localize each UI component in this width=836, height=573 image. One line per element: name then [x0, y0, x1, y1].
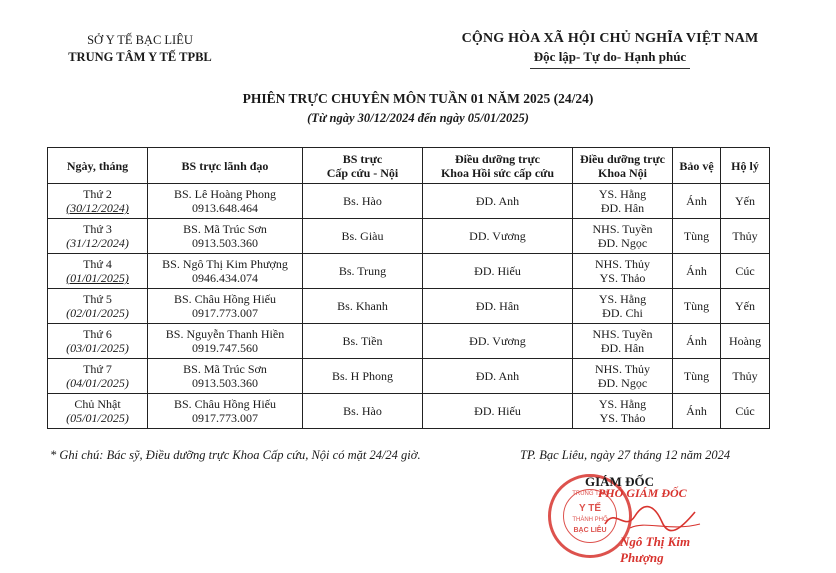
cell-leader: BS. Châu Hồng Hiếu 0917.773.007 [148, 394, 303, 429]
header-security: Bảo vệ [673, 148, 721, 184]
cell-er-doctor: Bs. H Phong [303, 359, 423, 394]
issuer-header [40, 32, 240, 66]
cell-er-doctor: Bs. Hào [303, 184, 423, 219]
duty-schedule-table [47, 147, 770, 429]
cell-leader: BS. Mã Trúc Sơn 0913.503.360 [148, 359, 303, 394]
cell-security: Ánh [673, 254, 721, 289]
cell-day: Thứ 7 (04/01/2025) [48, 359, 148, 394]
signer-name: Ngô Thị Kim Phượng [620, 534, 691, 565]
cell-day: Thứ 4 (01/01/2025) [48, 254, 148, 289]
cell-security: Ánh [673, 324, 721, 359]
national-header [440, 30, 780, 69]
table-row [48, 184, 770, 219]
stamp-text-2: Y TẾ [578, 503, 602, 514]
footnote: * Ghi chú: Bác sỹ, Điều dưỡng trực Khoa Cấp cứu, Nội có mặt 24/24 giờ. [50, 448, 421, 462]
cell-day: Thứ 3 (31/12/2024) [48, 219, 148, 254]
cell-internal-nurse: NHS. Thủy ĐD. Ngọc [573, 359, 673, 394]
issuer-department: SỞ Y TẾ BẠC LIÊU [87, 33, 193, 47]
cell-security: Ánh [673, 184, 721, 219]
stamp-text-3: THÀNH PHỐ [572, 517, 608, 523]
cell-icu-nurse: ĐD. Vương [423, 324, 573, 359]
table-header-row [48, 148, 770, 184]
cell-security: Tùng [673, 219, 721, 254]
cell-icu-nurse: ĐD. Hiếu [423, 394, 573, 429]
cell-caregiver: Thủy [721, 219, 770, 254]
cell-icu-nurse: DD. Vương [423, 219, 573, 254]
cell-day: Thứ 2 (30/12/2024) [48, 184, 148, 219]
header-leader: BS trực lãnh đạo [148, 148, 303, 184]
place-and-date: TP. Bạc Liêu, ngày 27 tháng 12 năm 2024 [520, 448, 731, 462]
cell-er-doctor: Bs. Trung [303, 254, 423, 289]
cell-security: Tùng [673, 289, 721, 324]
cell-er-doctor: Bs. Tiền [303, 324, 423, 359]
cell-er-doctor: Bs. Khanh [303, 289, 423, 324]
cell-internal-nurse: NHS. Tuyền ĐD. Hân [573, 324, 673, 359]
header-day: Ngày, tháng [48, 148, 148, 184]
cell-internal-nurse: NHS. Tuyền ĐD. Ngọc [573, 219, 673, 254]
header-internal-nurse: Điều dưỡng trực Khoa Nội [573, 148, 673, 184]
cell-caregiver: Cúc [721, 254, 770, 289]
cell-security: Ánh [673, 394, 721, 429]
cell-security: Tùng [673, 359, 721, 394]
cell-icu-nurse: ĐD. Anh [423, 184, 573, 219]
cell-er-doctor: Bs. Giàu [303, 219, 423, 254]
cell-leader: BS. Lê Hoàng Phong 0913.648.464 [148, 184, 303, 219]
cell-caregiver: Hoàng [721, 324, 770, 359]
cell-day: Chủ Nhật (05/01/2025) [48, 394, 148, 429]
cell-caregiver: Yến [721, 184, 770, 219]
issuer-center: TRUNG TÂM Y TẾ TPBL [68, 50, 212, 64]
signer-subtitle: PHÓ GIÁM ĐỐC [598, 486, 687, 500]
header-caregiver: Hộ lý [721, 148, 770, 184]
cell-leader: BS. Châu Hồng Hiếu 0917.773.007 [148, 289, 303, 324]
handwritten-signature-icon [600, 502, 710, 536]
stamp-text-4: BẠC LIÊU [573, 527, 607, 534]
document-title: PHIÊN TRỰC CHUYÊN MÔN TUẦN 01 NĂM 2025 (24/24) [242, 91, 594, 106]
cell-icu-nurse: ĐD. Hiếu [423, 254, 573, 289]
cell-leader: BS. Nguyễn Thanh Hiền 0919.747.560 [148, 324, 303, 359]
header-icu-nurse: Điều dưỡng trực Khoa Hồi sức cấp cứu [423, 148, 573, 184]
cell-caregiver: Yến [721, 289, 770, 324]
cell-day: Thứ 6 (03/01/2025) [48, 324, 148, 359]
cell-internal-nurse: NHS. Thủy YS. Thảo [573, 254, 673, 289]
cell-er-doctor: Bs. Hào [303, 394, 423, 429]
table-row [48, 359, 770, 394]
national-title: CỘNG HÒA XÃ HỘI CHỦ NGHĨA VIỆT NAM [461, 31, 759, 46]
table-row [48, 289, 770, 324]
stamp-text-1: TRUNG TÂM [572, 491, 608, 497]
table-row [48, 324, 770, 359]
motto-underline [530, 68, 690, 69]
signer-title: GIÁM ĐỐC [585, 474, 654, 489]
signature-block [540, 472, 720, 567]
cell-day: Thứ 5 (02/01/2025) [48, 289, 148, 324]
document-subtitle: (Từ ngày 30/12/2024 đến ngày 05/01/2025) [307, 111, 529, 125]
table-row [48, 254, 770, 289]
cell-internal-nurse: YS. Hằng ĐD. Chi [573, 289, 673, 324]
cell-icu-nurse: ĐD. Anh [423, 359, 573, 394]
national-motto: Độc lập- Tự do- Hạnh phúc [533, 49, 687, 64]
table-row [48, 219, 770, 254]
cell-leader: BS. Ngô Thị Kim Phượng 0946.434.074 [148, 254, 303, 289]
header-er-doctor: BS trực Cấp cứu - Nội [303, 148, 423, 184]
cell-caregiver: Thủy [721, 359, 770, 394]
cell-internal-nurse: YS. Hằng YS. Thảo [573, 394, 673, 429]
cell-caregiver: Cúc [721, 394, 770, 429]
table-row [48, 394, 770, 429]
cell-internal-nurse: YS. Hằng ĐD. Hân [573, 184, 673, 219]
cell-leader: BS. Mã Trúc Sơn 0913.503.360 [148, 219, 303, 254]
cell-icu-nurse: ĐD. Hân [423, 289, 573, 324]
